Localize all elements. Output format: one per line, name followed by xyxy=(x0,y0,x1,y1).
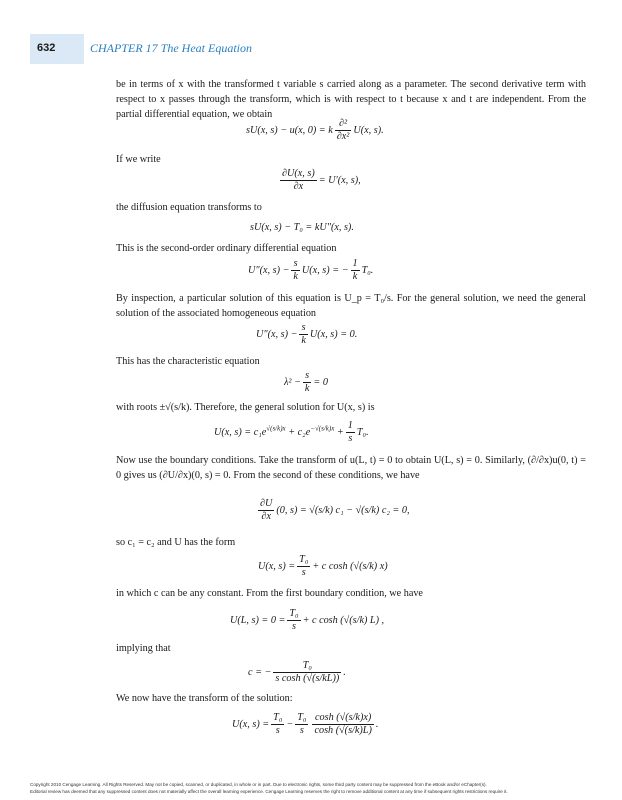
equation-9: U(x, s) = $\frac{\text{T₀}}{s}$ + c cosh (√(s/k) x) xyxy=(258,554,388,578)
equation-6: λ² − $\frac{s}{k}$ = 0 xyxy=(284,370,328,394)
copyright-line-2: Editorial review has deemed that any suppressed content does not materially affect the overall learning experience. Cengage Learning reserves the right to remove additional content at any time if subsequent rights restrictions require it. xyxy=(30,789,508,794)
paragraph-7: with roots ±√(s/k). Therefore, the general solution for U(x, s) is xyxy=(116,402,375,413)
equation-1: sU(x, s) − u(x, 0) = k ∂² ∂x² U(x, s). xyxy=(246,118,384,142)
equation-10: U(L, s) = 0 = $\frac{\text{T₀}}{s}$ + c cosh (√(s/k) L) , xyxy=(230,608,385,632)
paragraph-2: If we write xyxy=(116,154,161,165)
copyright-line-1: Copyright 2010 Cengage Learning. All Rights Reserved. May not be copied, scanned, or duplicated, in whole or in part. Due to electronic rights, some third party content may be suppressed from the eBook and/or eChapter(s). xyxy=(30,782,487,787)
paragraph-5: By inspection, a particular solution of this equation is U_p = T₀/s. For the general solution, we need the general solution of the associated homogeneous equation xyxy=(116,293,586,320)
paragraph-9: so c₁ = c₂ and U has the form xyxy=(116,537,236,548)
paragraph-6: This has the characteristic equation xyxy=(116,356,260,367)
equation-11: c = − $\frac{\text{T₀}}{\text{s cosh (√(s/kL))}}$ . xyxy=(248,660,346,684)
paragraph-10: in which c can be any constant. From the first boundary condition, we have xyxy=(116,588,423,599)
equation-3: sU(x, s) − T₀ = kU″(x, s). xyxy=(250,222,354,233)
paragraph-11: implying that xyxy=(116,643,171,654)
equation-7: U(x, $s) = c_1e^{√(s/k)x} + c_2e^{-√(s/k)x}$ + $\frac{1}{s}$ T₀. xyxy=(214,420,369,444)
paragraph-3: the diffusion equation transforms to xyxy=(116,202,262,213)
equation-2: $\frac{\partial U(x, s)}{\partial x}$ = U′(x, s), xyxy=(282,168,361,192)
page-number: 632 xyxy=(37,42,56,54)
paragraph-12: We now have the transform of the solution: xyxy=(116,693,293,704)
paragraph-1: be in terms of x with the transformed t variable s carried along as a parameter. The second derivative term with respect to x passes through the transform, which is with respect to t because x and t are independent. From the partial differential equation, we obtain xyxy=(116,79,586,121)
paragraph-8: Now use the boundary conditions. Take the transform of u(L, t) = 0 to obtain U(L, s) = 0. Similarly, (∂/∂x)u(0, t) = 0 gives us (∂U/∂x)(0, s) = 0. From the second of these conditions, we have xyxy=(116,455,586,482)
equation-8: $\frac{\partial U}{\partial x}$ (0, s) = √(s/k) c₁ − √(s/k) c₂ = 0, xyxy=(260,498,410,522)
paragraph-4: This is the second-order ordinary differential equation xyxy=(116,243,337,254)
equation-4: U″(x, s) − $\frac{s}{k}$ U(x, s) = − $\frac{1}{k}$ T₀. xyxy=(248,258,374,282)
chapter-title: CHAPTER 17 The Heat Equation xyxy=(90,41,252,55)
equation-12: U(x, s) = $\frac{\text{T₀}}{s}$ − $\frac{\text{T₀}}{s}$ $\frac{\cosh (√(s/k)x)}{\cosh (√(s/k)L)}$ . xyxy=(232,712,379,736)
equation-5: U″(x, s) − $\frac{s}{k}$ U(x, s) = 0. xyxy=(256,322,358,346)
